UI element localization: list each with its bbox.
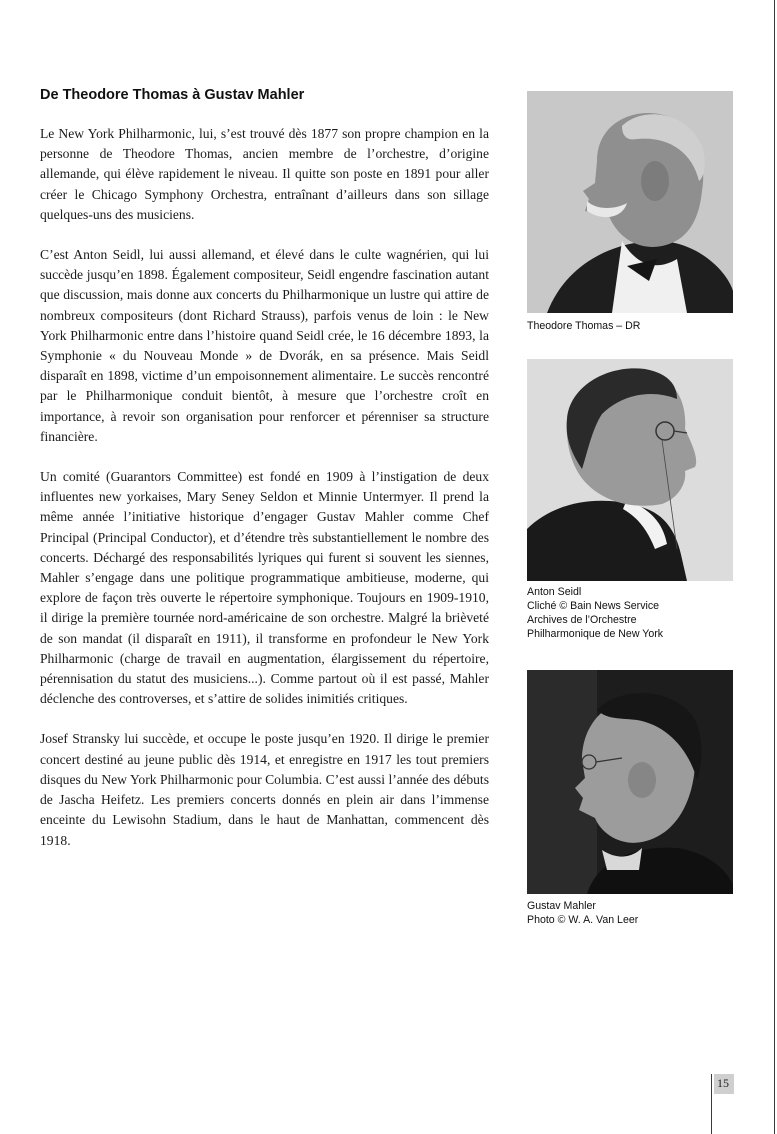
article-body <box>40 124 489 871</box>
photo-anton-seidl <box>527 359 733 581</box>
page-number-rule <box>711 1074 712 1134</box>
photo-gustav-mahler <box>527 670 733 894</box>
paragraph-thomas: Le New York Philharmonic, lui, s’est trouvé dès 1877 son propre champion en la personne de Theodore Thomas, ancien membre de l’orchestre, d’origine allemande, qui élève rapidement le niveau. Il quitte son poste en 1891 pour aller créer le Chicago Symphony Orchestra, entraînant d’ailleurs dans son sillage quelques-uns des musiciens. <box>40 126 489 222</box>
paragraph-seidl: C’est Anton Seidl, lui aussi allemand, et élevé dans le culte wagnérien, qui lui succède jusqu’en 1898. Également compositeur, Seidl engendre fascination autant que discussion, mais donne aux concerts du Philharmonique un lustre qui attire de nombreux compositeurs (dont Richard Strauss), parfois venus de loin : le New York Philharmonic entre dans l’histoire quand Seidl crée, le 16 décembre 1893, la Symphonie « du Nouveau Monde » de Dvorák, en sa présence. Mais Seidl disparaît en 1898, victime d’un empoisonnement alimentaire. Le succès rencontré par le Philharmonique conduit bientôt, à mesure que l’orchestre croît en importance, à revoir son organisation pour renforcer et pérenniser sa structure financière. <box>40 247 489 444</box>
paragraph-mahler: Un comité (Guarantors Committee) est fondé en 1909 à l’instigation de deux influentes new yorkaises, Mary Seney Seldon et Minnie Untermyer. Il prend la même année l’initiative historique d’engager Gustav Mahler comme Chef Principal (Principal Conductor), et d’étendre très substantiellement le nombre des concerts. Déchargé des responsabilités lyriques qui furent si souvent les siennes, Mahler s’engage dans une politique programmatique ambitieuse, moderne, qui explore de façon très ouverte le répertoire symphonique. Toujours en 1909-1910, il dirige la première tournée nord-américaine de son orchestre. Malgré la brièveté de son mandat (il disparaît en 1911), il transforme en profondeur le New York Philharmonic (charge de travail en augmentation, élargissement du répertoire, pérennisation du statut des musiciens...). Comme partout où il est passé, Mahler déclenche des controverses, et s’attire de solides inimitiés critiques. <box>40 469 489 707</box>
photo-theodore-thomas <box>527 91 733 313</box>
caption-gustav-mahler: Gustav Mahler Photo © W. A. Van Leer <box>527 900 639 926</box>
caption-theodore-thomas: Theodore Thomas – DR <box>527 320 641 332</box>
page-edge-line <box>774 0 775 1134</box>
paragraph-stransky: Josef Stransky lui succède, et occupe le poste jusqu’en 1920. Il dirige le premier concert destiné au jeune public dès 1914, et enregistre en 1917 les tout premiers disques du New York Philharmonic pour Columbia. C’est aussi l’année des débuts de Jascha Heifetz. Les premiers concerts donnés en plein air dans l’immense enceinte du Lewisohn Stadium, dans le haut de Manhattan, commencent dès 1918. <box>40 731 489 848</box>
caption-anton-seidl: Anton Seidl Cliché © Bain News Service Archives de l’Orchestre Philharmonique de New York <box>527 586 664 640</box>
page-number: 15 <box>717 1076 729 1090</box>
section-heading: De Theodore Thomas à Gustav Mahler <box>40 87 305 103</box>
